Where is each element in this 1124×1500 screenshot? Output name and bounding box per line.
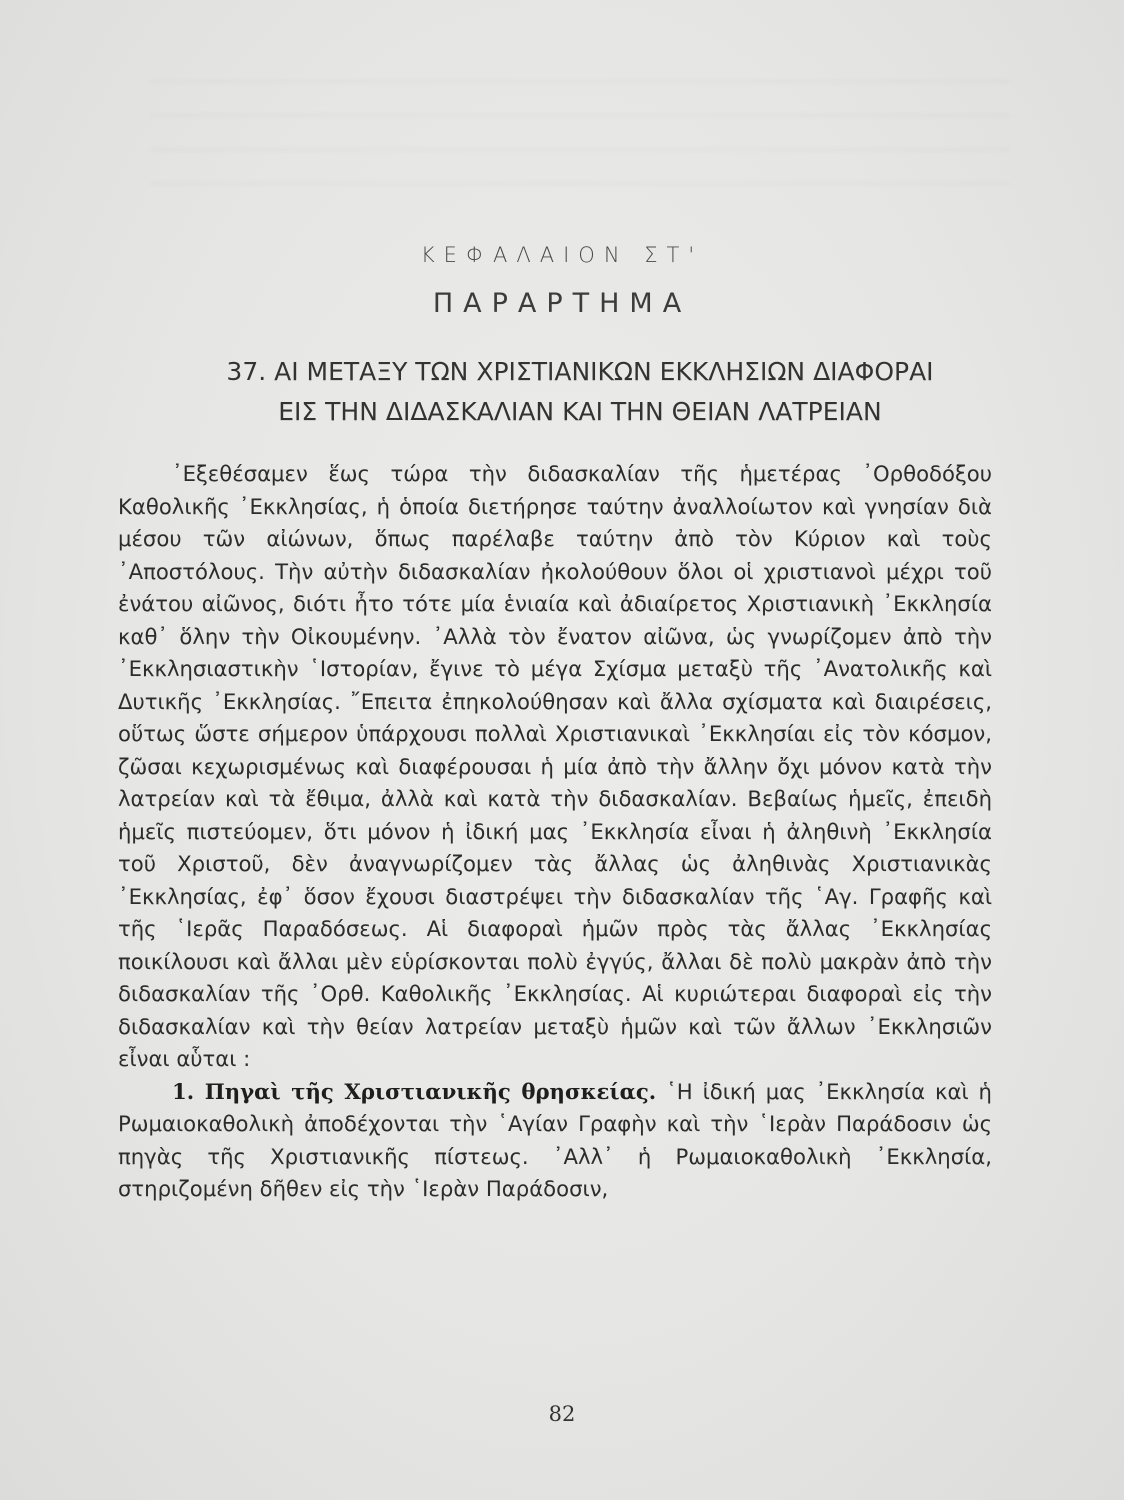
bleed-through-shadow [150,80,1010,200]
section-heading-line-2: ΕΙΣ ΤΗΝ ΔΙΔΑΣΚΑΛΙΑΝ ΚΑΙ ΤΗΝ ΘΕΙΑΝ ΛΑΤΡΕΙΑΝ [278,397,882,426]
chapter-label: ΚΕΦΑΛΑΙΟΝ ΣΤ' [420,243,704,267]
section-heading [150,352,1010,432]
section-heading-line-1: 37. ΑΙ ΜΕΤΑΞΥ ΤΩΝ ΧΡΙΣΤΙΑΝΙΚΩΝ ΕΚΚΛΗΣΙΩΝ ΔΙΑΦΟΡΑΙ [226,357,934,386]
subhead-1: 1. Πηγαὶ τῆς Χριστιανικῆς θρησκείας. [172,1078,657,1104]
paragraph-1: ᾿Εξεθέσαμεν ἕως τώρα τὴν διδασκαλίαν τῆς ἡμετέρας ᾿Ορθοδόξου Καθολικῆς ᾿Εκκλησίας, ἡ ὁποία διετήρησε ταύτην ἀναλλοίωτον καὶ γνησίαν διὰ μέσου τῶν αἰώνων, ὅπως παρέλαβε ταύτην ἀπὸ τὸν Κύριον καὶ τοὺς ᾿Αποστόλους. Τὴν αὐτὴν διδασκαλίαν ἠκολούθουν ὅλοι οἱ χριστιανοὶ μέχρι τοῦ ἐνάτου αἰῶνος, διότι ἦτο τότε μία ἑνιαία καὶ ἀδιαίρετος Χριστιανικὴ ᾿Εκκλησία καθ᾿ ὅλην τὴν Οἰκουμένην. ᾿Αλλὰ τὸν ἔνατον αἰῶνα, ὡς γνωρίζομεν ἀπὸ τὴν ᾿Εκκλησιαστικὴν ῾Ιστορίαν, ἔγινε τὸ μέγα Σχίσμα μεταξὺ τῆς ᾿Ανατολικῆς καὶ Δυτικῆς ᾿Εκκλησίας. ῎Επειτα ἐπηκολούθησαν καὶ ἄλλα σχίσματα καὶ διαιρέσεις, οὕτως ὥστε σήμερον ὑπάρχουσι πολλαὶ Χριστιανικαὶ ᾿Εκκλησίαι εἰς τὸν κόσμον, ζῶσαι κεχωρισμένως καὶ διαφέρουσαι ἡ μία ἀπὸ τὴν ἄλλην ὄχι μόνον κατὰ τὴν λατρείαν καὶ τὰ ἔθιμα, ἀλλὰ καὶ κατὰ τὴν διδασκαλίαν. Βεβαίως ἡμεῖς, ἐπειδὴ ἡμεῖς πιστεύομεν, ὅτι μόνον ἡ ἰδική μας ᾿Εκκλησία εἶναι ἡ ἀληθινὴ ᾿Εκκλησία τοῦ Χριστοῦ, δὲν ἀναγνωρίζομεν τὰς ἄλλας ὡς ἀληθινὰς Χριστιανικὰς ᾿Εκκλησίας, ἐφ᾿ ὅσον ἔχουσι διαστρέψει τὴν διδασκαλίαν τῆς ῾Αγ. Γραφῆς καὶ τῆς ῾Ιερᾶς Παραδόσεως. Αἱ διαφοραὶ ἡμῶν πρὸς τὰς ἄλλας ᾿Εκκλησίας ποικίλουσι καὶ ἄλλαι μὲν εὑρίσκονται πολὺ ἐγγύς, ἄλλαι δὲ πολὺ μακρὰν ἀπὸ τὴν διδασκαλίαν τῆς ᾿Ορθ. Καθολικῆς ᾿Εκκλησίας. Αἱ κυριώτεραι διαφοραὶ εἰς τὴν διδασκαλίαν καὶ τὴν θείαν λατρείαν μεταξὺ ἡμῶν καὶ τῶν ἄλλων ᾿Εκκλησιῶν εἶναι αὗται : [118,461,992,1071]
body-text [118,458,992,1206]
paragraph-2 [118,1076,992,1206]
chapter-title: ΠΑΡΑΡΤΗΜΑ [432,288,692,319]
chapter-header [0,240,1124,322]
paragraph-2-text: ῾Η ἰδική μας ᾿Εκκλησία καὶ ἡ Ρωμαιοκαθολικὴ ἀποδέχονται τὴν ῾Αγίαν Γραφὴν καὶ τὴν ῾Ιερὰν Παράδοσιν ὡς πηγὰς τῆς Χριστιανικῆς πίστεως. ᾿Αλλ᾿ ἡ Ρωμαιοκαθολικὴ ᾿Εκκλησία, στηριζομένη δῆθεν εἰς τὴν ῾Ιερὰν Παράδοσιν, [118,1078,992,1201]
page-number: 82 [548,1402,576,1426]
